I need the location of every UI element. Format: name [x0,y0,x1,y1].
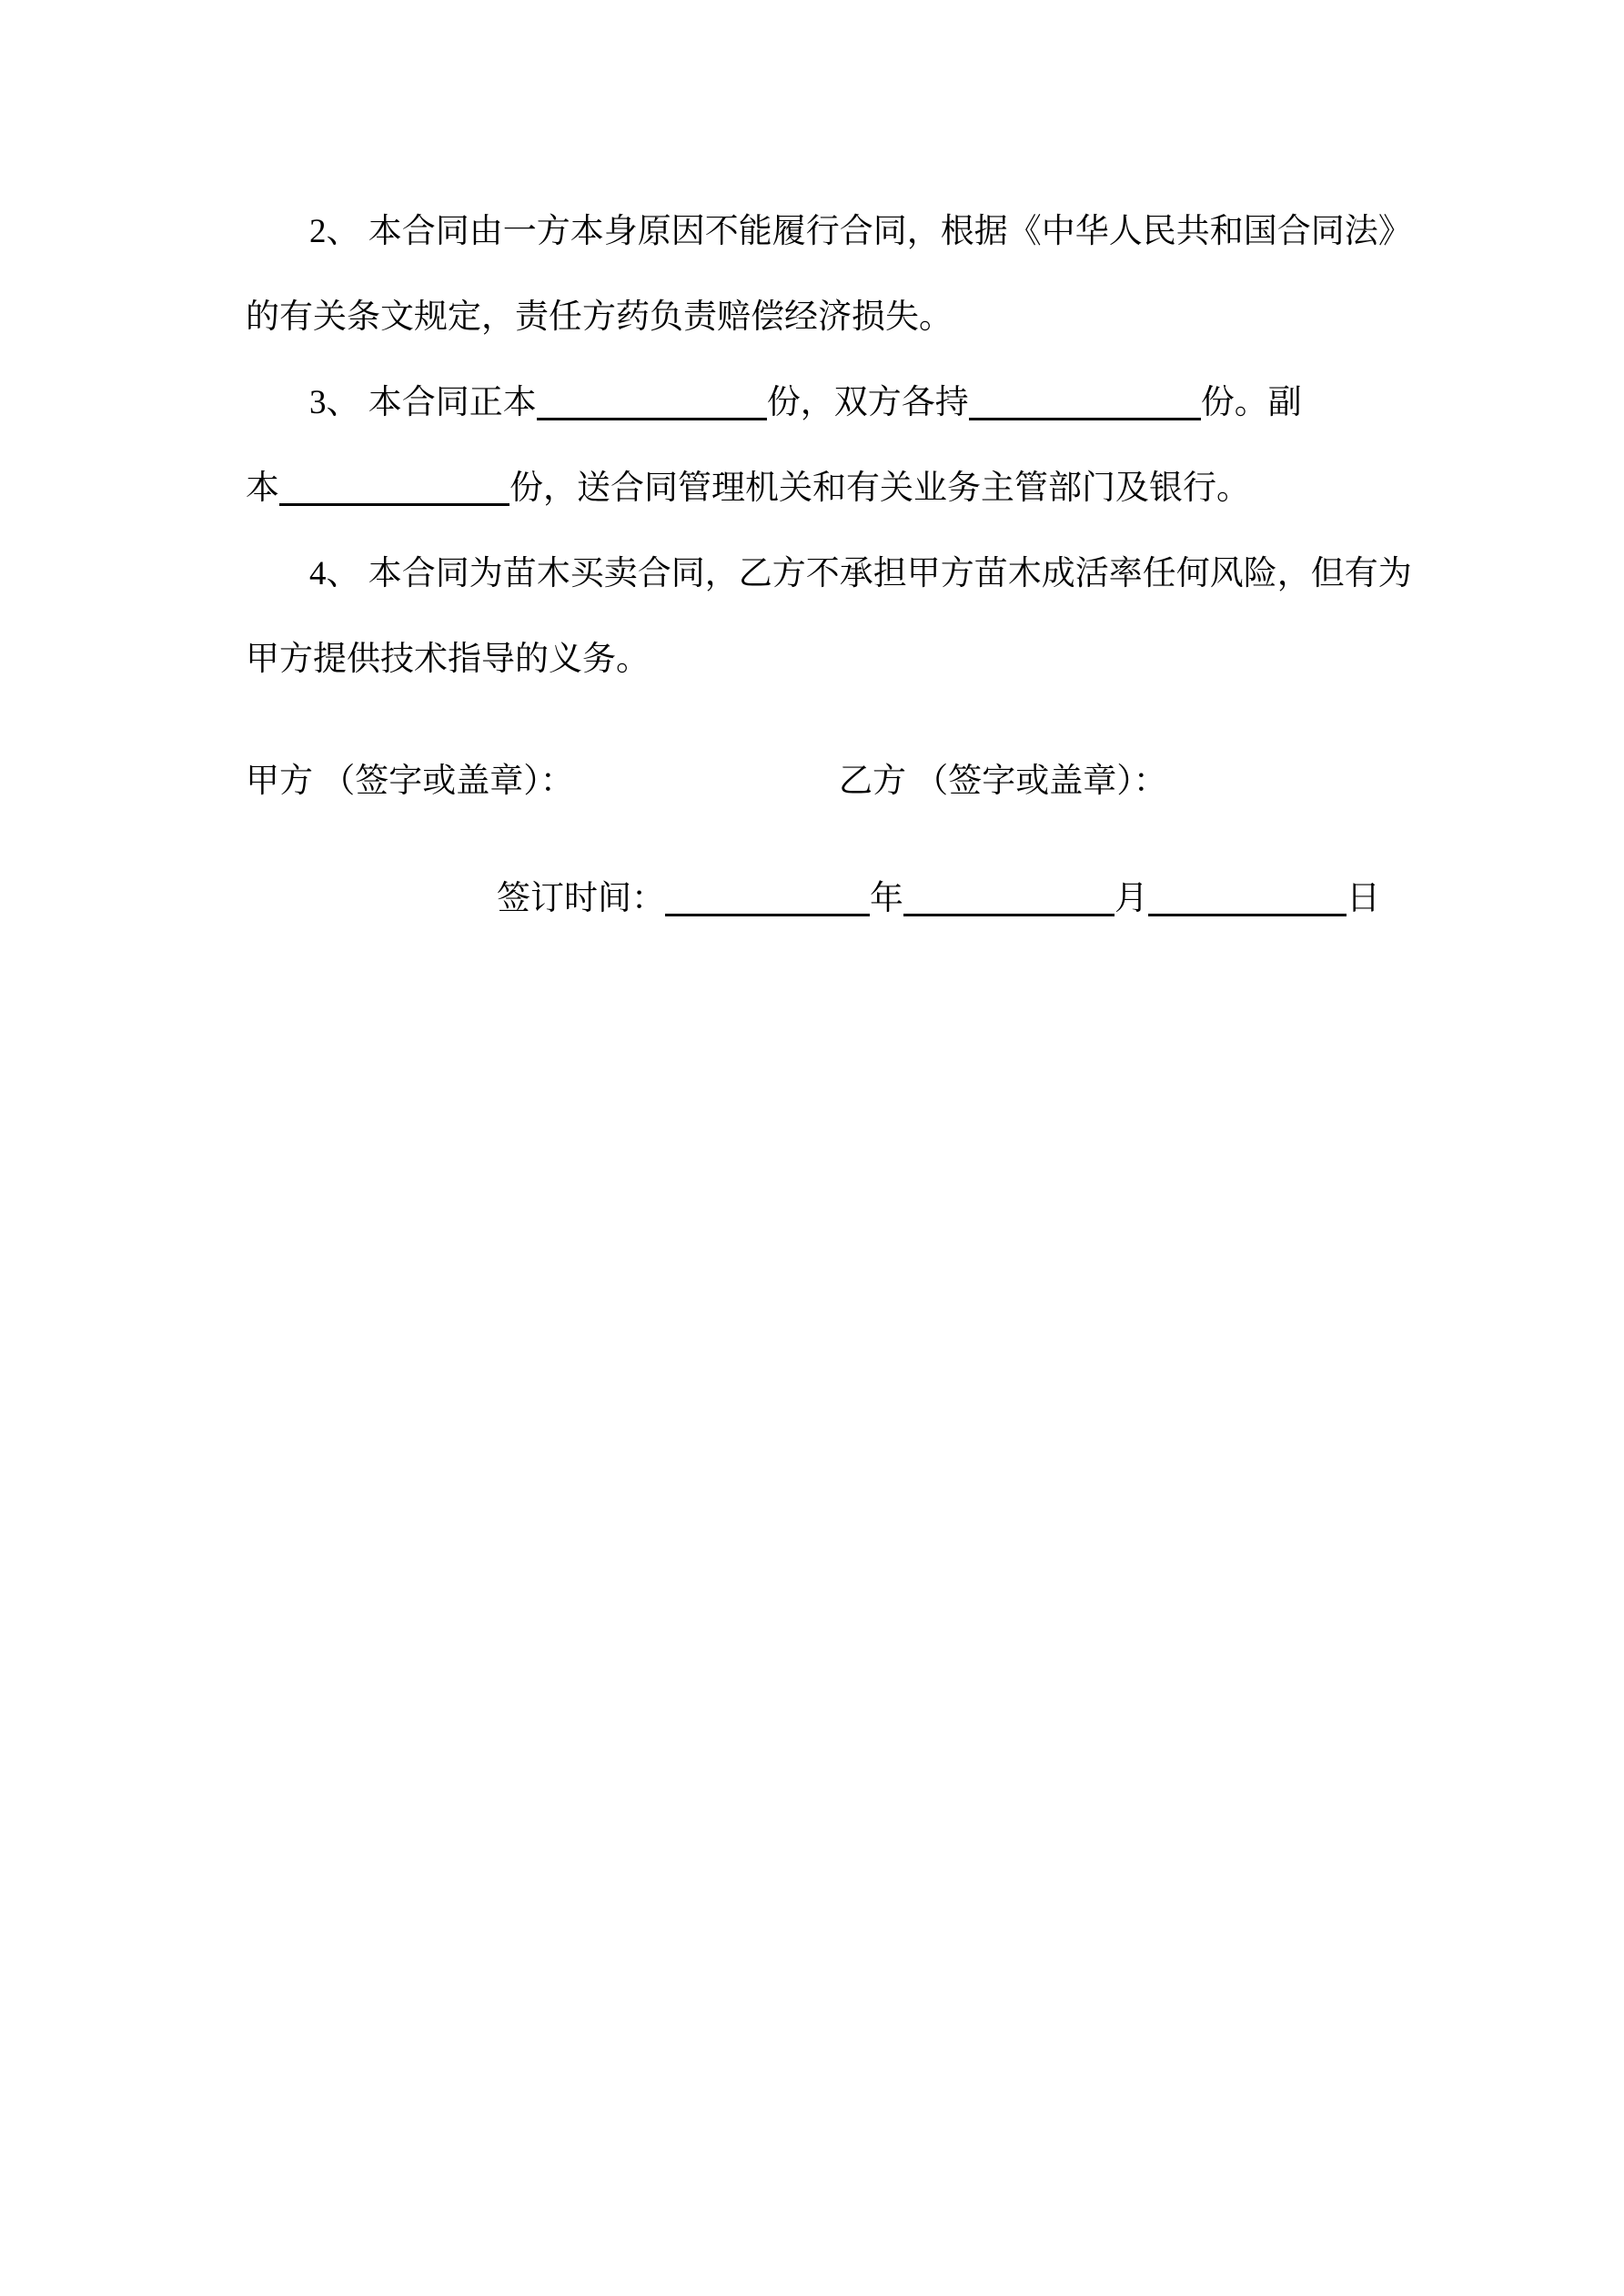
blank-duplicate-copies-count [279,476,509,506]
blank-original-copies-count [537,390,767,420]
clause-3-text-1: 3、 本合同正本 [309,384,537,421]
clause-3-text-5: 份，送合同管理机关和有关业务主管部门及银行。 [509,470,1250,507]
clause-2-line-2 [246,297,953,339]
year-suffix-label: 年 [870,880,903,917]
month-suffix-label: 月 [1115,880,1148,917]
day-suffix-label: 日 [1347,880,1380,917]
party-b-signature-text: 乙方 （签字或盖章）： [839,763,1167,800]
party-b-signature-label [839,761,1167,803]
sign-date-label: 签订时间： [497,880,665,917]
blank-sign-month [903,886,1115,916]
clause-3-text-3: 份。副 [1200,384,1302,421]
blank-sign-day [1148,886,1347,916]
clause-2-line-1 [309,211,1412,253]
clause-3-line-1 [309,382,1302,424]
blank-each-party-copies-count [969,390,1201,420]
clause-2-text-1: 2、 本合同由一方本身原因不能履行合同，根据《中华人民共和国合同法》 [309,213,1412,250]
clause-3-text-2: 份，双方各持 [766,384,969,421]
party-a-signature-text: 甲方 （签字或盖章）： [246,763,574,800]
blank-sign-year [665,886,870,916]
clause-3-line-2 [246,468,1250,510]
clause-4-text-1: 4、 本合同为苗木买卖合同，乙方不承担甲方苗木成活率任何风险，但有为 [309,555,1412,592]
clause-3-text-4: 本 [246,470,279,507]
party-a-signature-label [246,761,574,803]
clause-4-line-1 [309,553,1412,595]
clause-2-text-2: 的有关条文规定，责任方药负责赔偿经济损失。 [246,298,953,336]
sign-date-line [497,878,1380,920]
clause-4-text-2: 甲方提供技术指导的义务。 [246,641,650,678]
clause-4-line-2 [246,639,650,681]
